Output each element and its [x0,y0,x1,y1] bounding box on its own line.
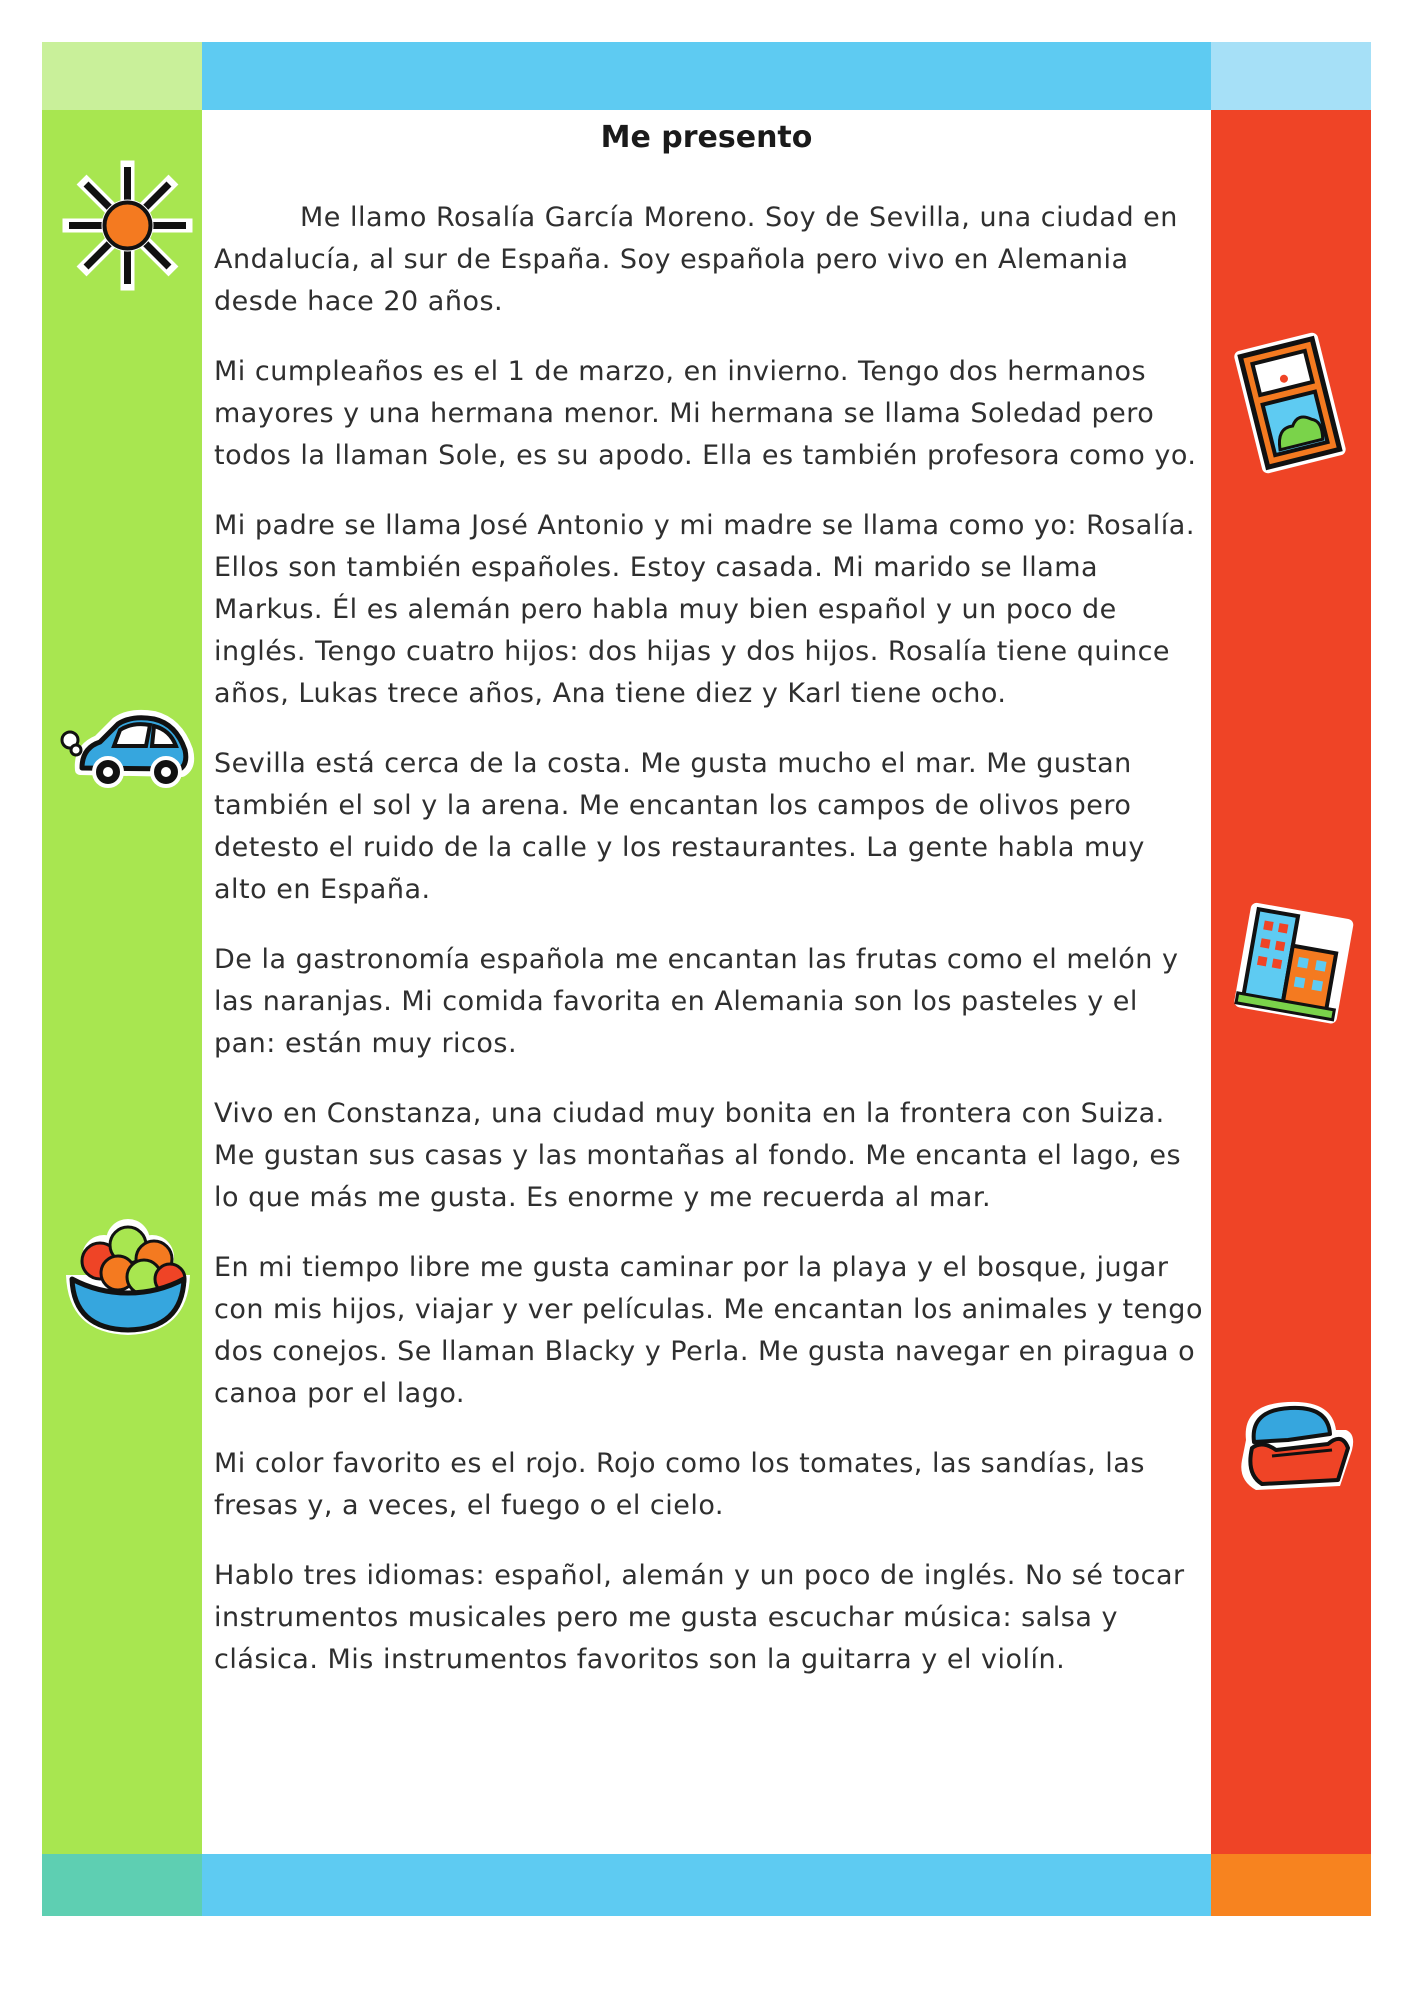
page-title: Me presento [600,120,813,155]
fruit-bowl-icon [58,1215,198,1340]
paragraph: Me llamo Rosalía García Moreno. Soy de Sevilla, una ciudad en Andalucía, al sur de España. Soy española pero vivo en Alemania desde hace 20 años. [214,202,1178,317]
paragraph: Hablo tres idiomas: español, alemán y un poco de inglés. No sé tocar instrumentos musicales pero me gusta escuchar música: salsa y clásica. Mis instrumentos favoritos son la guitarra y el violín. [214,1560,1185,1675]
sun-icon [60,158,195,293]
document-body [202,110,1211,1854]
sofa-icon [1228,1390,1358,1500]
frame-top-band [202,42,1211,110]
paragraph-list [214,197,1204,1709]
paragraph: Sevilla está cerca de la costa. Me gusta mucho el mar. Me gustan también el sol y la arena. Me encantan los campos de olivos pero detesto el ruido de la calle y los restaurantes. La gente habla muy alto en España. [214,748,1145,905]
frame-top-right [1211,42,1371,110]
frame-bottom-left [42,1854,202,1916]
buildings-icon [1228,900,1358,1025]
paragraph: Mi padre se llama José Antonio y mi madre se llama como yo: Rosalía. Ellos son también españoles. Estoy casada. Mi marido se llama Markus. Él es alemán pero habla muy bien español y un poco de inglés. Tengo cuatro hijos: dos hijas y dos hijos. Rosalía tiene quince años, Lukas trece años, Ana tiene diez y Karl tiene ocho. [214,510,1195,709]
paragraph: Vivo en Constanza, una ciudad muy bonita en la frontera con Suiza. Me gustan sus casas y las montañas al fondo. Me encanta el lago, es lo que más me gusta. Es enorme y me recuerda al mar. [214,1098,1182,1213]
frame-bottom-band [202,1854,1211,1916]
car-icon [58,700,198,795]
paragraph: Mi color favorito es el rojo. Rojo como los tomates, las sandías, las fresas y, a veces, el fuego o el cielo. [214,1448,1145,1521]
window-icon [1225,328,1355,478]
paragraph: Mi cumpleaños es el 1 de marzo, en invierno. Tengo dos hermanos mayores y una hermana menor. Mi hermana se llama Soledad pero todos la llaman Sole, es su apodo. Ella es también profesora como yo. [214,356,1197,471]
frame-top-left [42,42,202,110]
paragraph: En mi tiempo libre me gusta caminar por la playa y el bosque, jugar con mis hijos, viajar y ver películas. Me encantan los animales y tengo dos conejos. Se llaman Blacky y Perla. Me gusta navegar en piragua o canoa por el lago. [214,1252,1203,1409]
paragraph: De la gastronomía española me encantan las frutas como el melón y las naranjas. Mi comida favorita en Alemania son los pasteles y el pan: están muy ricos. [214,944,1179,1059]
left-column [42,110,202,1854]
frame-bottom-right [1211,1854,1371,1916]
